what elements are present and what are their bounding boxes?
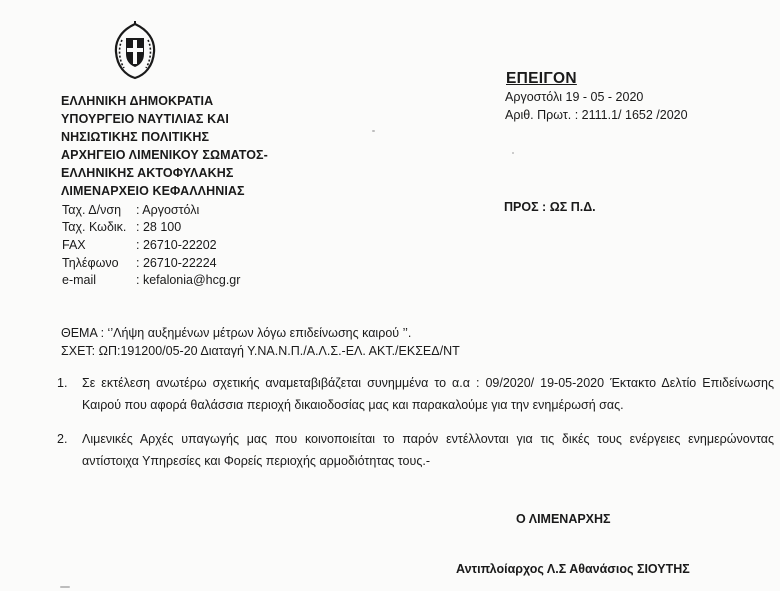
header-line: ΑΡΧΗΓΕΙΟ ΛΙΜΕΝΙΚΟΥ ΣΩΜΑΤΟΣ- bbox=[61, 148, 268, 162]
contact-value: : 26710-22202 bbox=[136, 238, 217, 252]
header-line: ΕΛΛΗΝΙΚΗΣ ΑΚΤΟΦΥΛΑΚΗΣ bbox=[61, 166, 234, 180]
body-item-1 bbox=[57, 372, 777, 418]
body-item-2 bbox=[57, 428, 777, 474]
signatory-name: Αντιπλοίαρχος Λ.Σ Αθανάσιος ΣΙΟΥΤΗΣ bbox=[456, 562, 690, 576]
contact-value: : 26710-22224 bbox=[136, 256, 217, 270]
greek-coat-of-arms-icon bbox=[110, 20, 160, 80]
urgency-label: ΕΠΕΙΓΟΝ bbox=[506, 70, 577, 87]
protocol-number: Αριθ. Πρωτ. : 2111.1/ 1652 /2020 bbox=[505, 108, 688, 122]
contact-label: e-mail bbox=[62, 273, 97, 287]
item-text: Σε εκτέλεση ανωτέρω σχετικής αναμεταβιβάζεται συνημμένα το α.α : 09/2020/ 19-05-2020 Έκτακτο Δελτίο Επιδείνωσης Καιρού που αφορά θαλάσσια περιοχή δικαιοδοσίας μας και παρακαλούμε για την ενημέρωσή σας. bbox=[82, 376, 774, 412]
header-line: ΛΙΜΕΝΑΡΧΕΙΟ ΚΕΦΑΛΛΗΝΙΑΣ bbox=[61, 184, 245, 198]
contact-value[interactable]: : kefalonia@hcg.gr bbox=[136, 273, 241, 287]
item-number: 2. bbox=[57, 432, 68, 446]
header-line: ΝΗΣΙΩΤΙΚΗΣ ΠΟΛΙΤΙΚΗΣ bbox=[61, 130, 210, 144]
contact-label: Ταχ. Κωδικ. bbox=[62, 220, 127, 234]
recipient-line: ΠΡΟΣ : ΩΣ Π.Δ. bbox=[504, 200, 596, 214]
scan-speck bbox=[372, 130, 375, 132]
contact-label: Ταχ. Δ/νση bbox=[62, 203, 122, 217]
header-line: ΥΠΟΥΡΓΕΙΟ ΝΑΥΤΙΛΙΑΣ ΚΑΙ bbox=[61, 112, 229, 126]
contact-row bbox=[62, 273, 240, 287]
contact-label: FAX bbox=[62, 238, 86, 252]
contact-label: Τηλέφωνο bbox=[62, 256, 119, 270]
contact-row bbox=[62, 256, 217, 270]
contact-row bbox=[62, 203, 199, 217]
item-text: Λιμενικές Αρχές υπαγωγής μας που κοινοποιείται το παρόν εντέλλονται για τις δικές τους ενέργειες ενημερώνοντας αντίστοιχα Υπηρεσίες και Φορείς περιοχής αρμοδιότητας τους.- bbox=[82, 432, 774, 468]
date-line: Αργοστόλι 19 - 05 - 2020 bbox=[505, 90, 644, 104]
item-number: 1. bbox=[57, 376, 68, 390]
contact-value: : Αργοστόλι bbox=[136, 203, 200, 217]
header-line: ΕΛΛΗΝΙΚΗ ΔΗΜΟΚΡΑΤΙΑ bbox=[61, 94, 214, 108]
signatory-title: Ο ΛΙΜΕΝΑΡΧΗΣ bbox=[516, 512, 611, 526]
scan-speck bbox=[60, 586, 70, 588]
scan-speck bbox=[512, 152, 514, 154]
contact-row bbox=[62, 238, 217, 252]
subject-line: ΘΕΜΑ : ‘’Λήψη αυξημένων μέτρων λόγω επιδείνωσης καιρού ’’. bbox=[61, 326, 412, 340]
reference-line: ΣΧΕΤ: ΩΠ:191200/05-20 Διαταγή Υ.ΝΑ.Ν.Π./Α.Λ.Σ.-ΕΛ. ΑΚΤ./ΕΚΣΕΔ/ΝΤ bbox=[61, 344, 460, 358]
contact-row bbox=[62, 220, 181, 234]
contact-value: : 28 100 bbox=[136, 220, 182, 234]
